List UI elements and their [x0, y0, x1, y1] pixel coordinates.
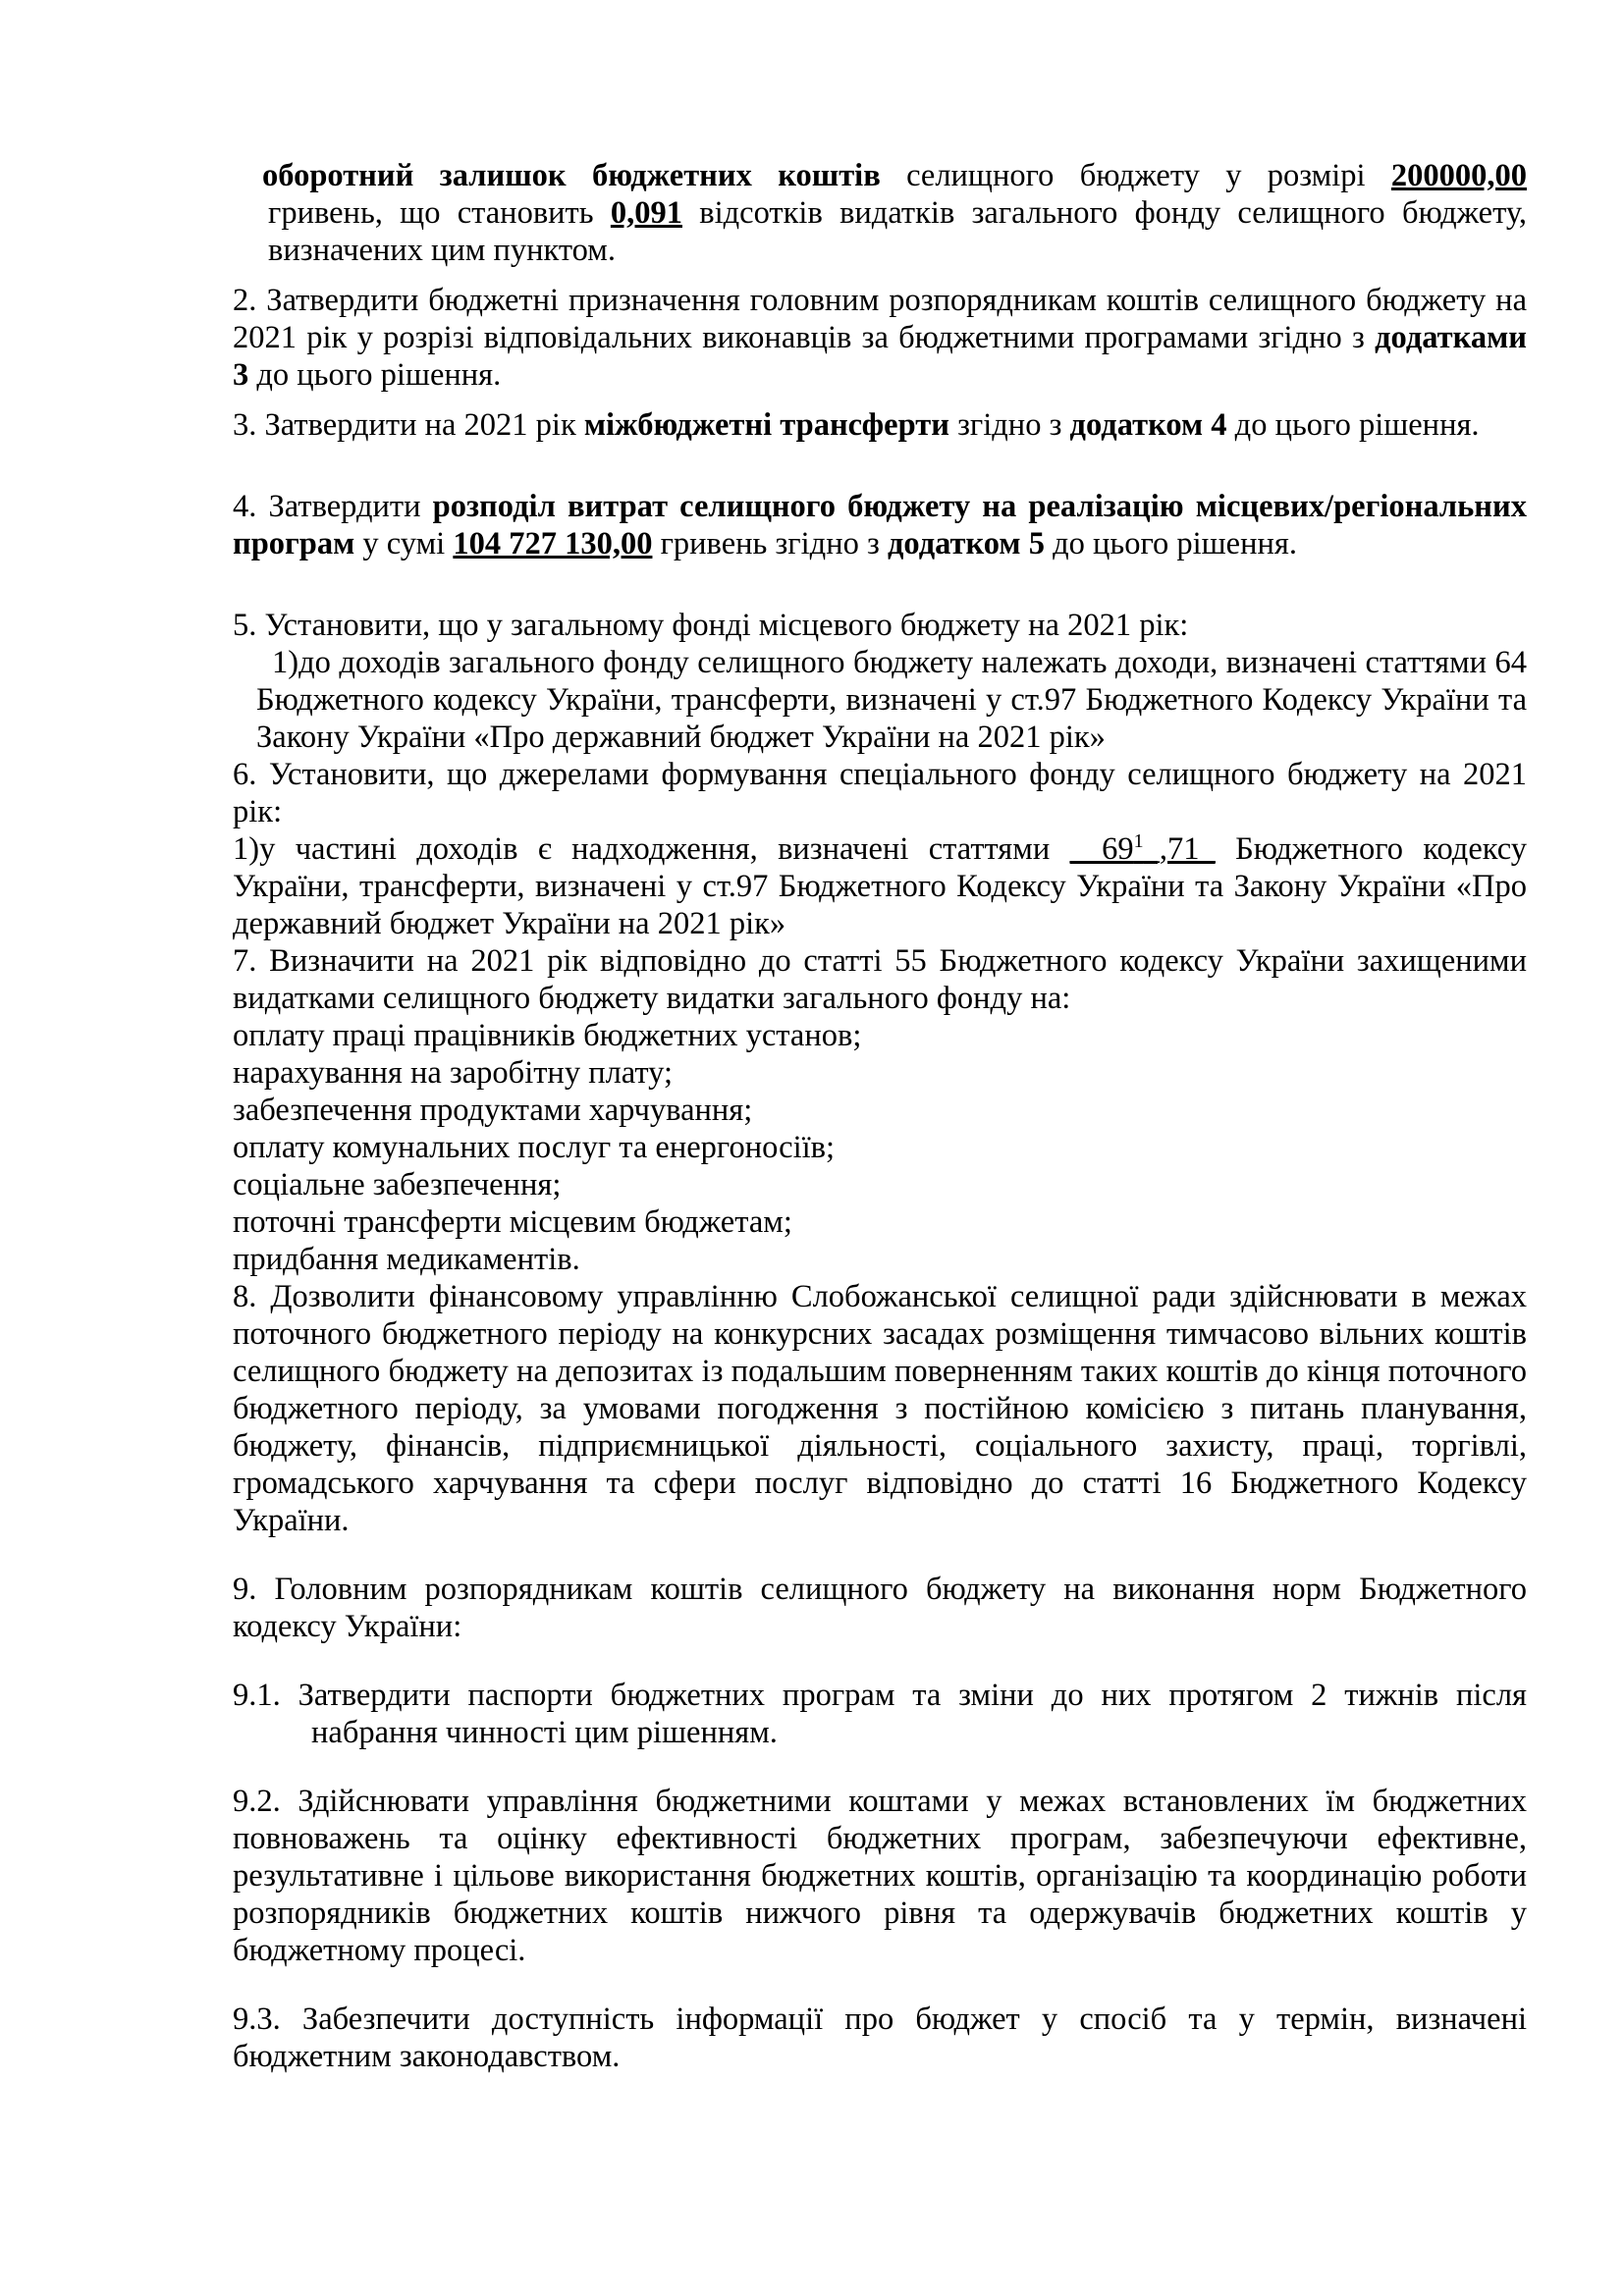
p7-item: придбання медикаментів. — [233, 1242, 580, 1277]
p4-text-3: гривень згідно з — [652, 526, 888, 561]
p7-item: забезпечення продуктами харчування; — [233, 1093, 753, 1128]
p1-amount: 200000,00 — [1390, 158, 1527, 193]
p4-bold-2: додатком 5 — [887, 526, 1045, 561]
p1-text: селищного бюджету у розмірі — [880, 158, 1391, 193]
paragraph-7 — [233, 942, 1527, 1278]
p1-text-2: гривень, що становить — [268, 195, 611, 231]
p6-heading: 6. Установити, що джерелами формування спеціального фонду селищного бюджету на 2021 рік: — [233, 757, 1527, 829]
p7-item: оплату комунальних послуг та енергоносіїв; — [233, 1130, 836, 1165]
paragraph-5 — [233, 607, 1527, 756]
p2-bold: додатками 3 — [233, 320, 1527, 393]
p3-bold-1: міжбюджетні трансферти — [583, 407, 949, 443]
p3-bold-2: додатком 4 — [1069, 407, 1227, 443]
p6-articles — [1070, 831, 1216, 867]
p1-text-3: відсотків видатків загального фонду селищного бюджету, — [681, 195, 1527, 231]
paragraph-8: 8. Дозволити фінансовому управлінню Слобожанської селищної ради здійснювати в межах поточного бюджетного періоду на конкурсних засадах розміщення тимчасово вільних коштів селищного бюджету на депозитах із подальшим поверненням таких коштів до кінця поточного бюджетного періоду, за умовами погодження з постійною комісією з питань планування, бюджету, фінансів, підприємницької діяльності, соціального захисту, праці, торгівлі, громадського харчування та сфери послуг відповідно до статті 16 Бюджетного Кодексу України. — [233, 1279, 1527, 1538]
p7-item: поточні трансферти місцевим бюджетам; — [233, 1204, 792, 1240]
p3-text-3: до цього рішення. — [1226, 407, 1480, 443]
p1-line-1 — [262, 157, 1527, 194]
p7-heading: 7. Визначити на 2021 рік відповідно до статті 55 Бюджетного кодексу України захищеними видатками селищного бюджету видатки загального фонду на: — [233, 943, 1527, 1016]
p6-article-pre: __69 — [1069, 831, 1134, 867]
p4-bold-1: розподіл витрат селищного бюджету на реалізацію місцевих/регіональних програм — [233, 489, 1527, 561]
p4-text: 4. Затвердити — [233, 489, 433, 524]
p91-text: 9.1. Затвердити паспорти бюджетних програм та зміни до них протягом 2 тижнів після набрання чинності цим рішенням. — [233, 1678, 1527, 1750]
paragraph-3 — [233, 406, 1527, 444]
p3-text-2: згідно з — [948, 407, 1070, 443]
paragraph-1-continuation — [233, 157, 1527, 269]
p6-article-post: _,71_ — [1143, 831, 1216, 867]
p6-article-sup: 1 — [1133, 830, 1144, 853]
p4-text-2: у сумі — [354, 526, 454, 561]
p2-text: 2. Затвердити бюджетні призначення головним розпорядникам коштів селищного бюджету на 2021 рік у розрізі відповідальних виконавців за бюджетними програмами згідно з — [233, 283, 1527, 355]
p7-item: оплату праці працівників бюджетних установ; — [233, 1018, 862, 1053]
document-body — [233, 157, 1527, 2075]
p1-percent: 0,091 — [610, 195, 682, 231]
p1-line-3: визначених цим пунктом. — [268, 233, 616, 268]
p7-item: соціальне забезпечення; — [233, 1167, 562, 1202]
paragraph-4 — [233, 488, 1527, 562]
paragraph-9-3: 9.3. Забезпечити доступність інформації про бюджет у спосіб та у термін, визначені бюджетним законодавством. — [233, 2002, 1527, 2074]
p5-subitem: 1)до доходів загального фонду селищного бюджету належать доходи, визначені статтями 64 Бюджетного кодексу України, трансферти, визначені у ст.97 Бюджетного Кодексу України та Закону України «Про державний бюджет України на 2021 рік» — [256, 645, 1527, 755]
p5-heading: 5. Установити, що у загальному фонді місцевого бюджету на 2021 рік: — [233, 608, 1189, 643]
p6-subitem — [233, 830, 1527, 942]
p1-line-2 — [262, 194, 1527, 232]
p1-bold: оборотний залишок бюджетних коштів — [262, 158, 881, 193]
p6-text-2: Бюджетного кодексу України, трансферти, визначені у ст.97 Бюджетного Кодексу України та Закону України «Про державний бюджет України на 2021 рік» — [233, 831, 1527, 941]
paragraph-9-2: 9.2. Здійснювати управління бюджетними коштами у межах встановлених їм бюджетних повноважень та оцінку ефективності бюджетних програм, забезпечуючи ефективне, результативне і цільове використання бюджетних коштів, організацію та координацію роботи розпорядників бюджетних коштів нижчого рівня та одержувачів бюджетних коштів у бюджетному процесі. — [233, 1784, 1527, 1968]
p6-text: 1)у частині доходів є надходження, визначені статтями — [233, 831, 1070, 867]
paragraph-2 — [233, 282, 1527, 394]
p4-amount: 104 727 130,00 — [453, 526, 653, 561]
p2-tail: до цього рішення. — [248, 357, 502, 393]
paragraph-6 — [233, 756, 1527, 942]
p3-text: 3. Затвердити на 2021 рік — [233, 407, 584, 443]
paragraph-9-1 — [233, 1677, 1527, 1751]
p7-item: нарахування на заробітну плату; — [233, 1055, 674, 1091]
p4-text-4: до цього рішення. — [1044, 526, 1297, 561]
paragraph-9: 9. Головним розпорядникам коштів селищного бюджету на виконання норм Бюджетного кодексу України: — [233, 1572, 1527, 1644]
